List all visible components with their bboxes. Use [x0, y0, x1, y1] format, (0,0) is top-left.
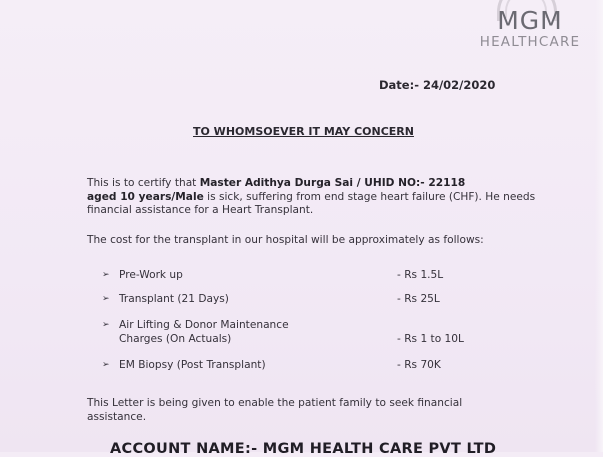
cost-item-label: EM Biopsy (Post Transplant) — [119, 359, 266, 371]
cost-item-amount: - Rs 25L — [397, 293, 440, 305]
cost-intro: The cost for the transplant in our hospital will be approximately as follows: — [87, 234, 484, 246]
letter-heading: TO WHOMSOEVER IT MAY CONCERN — [193, 125, 414, 138]
logo-subtitle: HEALTHCARE — [479, 34, 581, 50]
intro-suffix: is sick, suffering from end stage heart failure (CHF). He needs financial assistance for a Heart Transplant. — [87, 190, 536, 217]
cost-item-amount: - Rs 1 to 10L — [397, 333, 464, 345]
letter-date: Date:- 24/02/2020 — [379, 78, 496, 92]
cost-item-amount: - Rs 70K — [397, 359, 441, 371]
certification-paragraph — [87, 177, 537, 218]
cost-item-amount: - Rs 1.5L — [397, 269, 444, 281]
bullet-arrow-icon: ➢ — [102, 360, 110, 370]
bullet-arrow-icon: ➢ — [102, 320, 110, 330]
page-edge — [595, 0, 603, 452]
mgm-healthcare-logo — [455, 0, 603, 55]
closing-paragraph: This Letter is being given to enable the patient family to seek financial assistance. — [87, 397, 463, 423]
account-name: ACCOUNT NAME:- MGM HEALTH CARE PVT LTD — [110, 441, 497, 457]
cost-item-label: Air Lifting & Donor Maintenance Charges (On Actuals) — [119, 319, 289, 345]
intro-prefix: This is to certify that — [87, 177, 200, 189]
bullet-arrow-icon: ➢ — [102, 270, 110, 280]
bullet-arrow-icon: ➢ — [102, 294, 110, 304]
patient-name-uhid: Master Adithya Durga Sai / UHID NO:- 22118 — [199, 177, 466, 189]
cost-item-label: Pre-Work up — [119, 269, 183, 281]
patient-age-gender: aged 10 years/Male — [87, 190, 204, 203]
cost-item-label: Transplant (21 Days) — [119, 293, 229, 305]
logo-brand: MGM — [497, 6, 563, 35]
